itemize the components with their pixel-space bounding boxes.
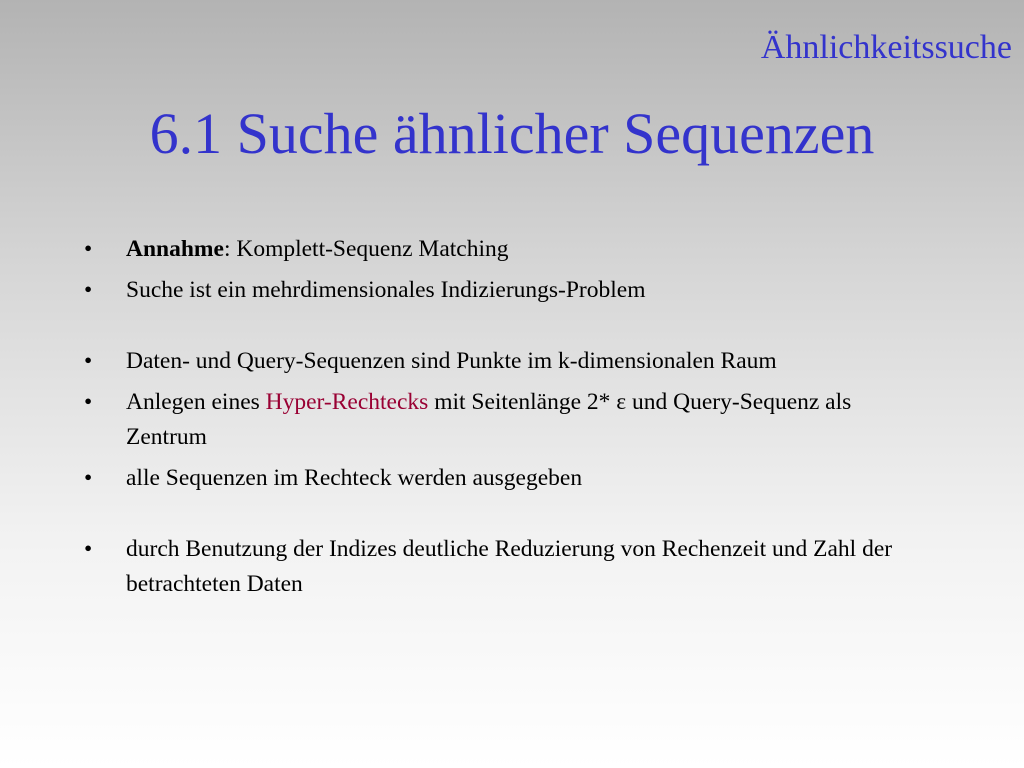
bullet-list <box>84 232 934 608</box>
bullet-text: : Komplett-Sequenz Matching <box>223 236 509 262</box>
bullet-highlight-term: Hyper-Rechtecks <box>265 389 429 415</box>
bullet-bold-term: Annahme <box>126 236 224 262</box>
bullet-text: durch Benutzung der Indizes deutliche Reduzierung von Rechenzeit und Zahl der betrachteten Daten <box>126 536 893 597</box>
slide-title: 6.1 Suche ähnlicher Sequenzen <box>149 101 875 166</box>
bullet-text: alle Sequenzen im Rechteck werden ausgegeben <box>126 465 583 491</box>
bullet-marker: • <box>84 236 93 262</box>
bullet-item-points-in-space <box>84 344 934 379</box>
bullet-text: Daten- und Query-Sequenzen sind Punkte im k-dimensionalen Raum <box>126 348 777 374</box>
section-header: Ähnlichkeitssuche <box>760 29 1012 66</box>
bullet-marker: • <box>84 348 93 374</box>
bullet-marker: • <box>84 536 93 562</box>
bullet-item-indexing-problem <box>84 273 934 308</box>
bullet-text-after: mit Seitenlänge 2* ε und Query-Sequenz als Zentrum <box>126 389 852 450</box>
bullet-marker: • <box>84 277 93 303</box>
bullet-item-hyper-rectangle <box>84 385 934 455</box>
bullet-item-assumption <box>84 232 934 267</box>
bullet-marker: • <box>84 389 93 415</box>
bullet-text: Suche ist ein mehrdimensionales Indizierungs-Problem <box>126 277 646 303</box>
bullet-item-output-sequences <box>84 461 934 496</box>
bullet-marker: • <box>84 465 93 491</box>
bullet-text-before: Anlegen eines <box>126 389 266 415</box>
bullet-item-index-benefit <box>84 532 934 602</box>
